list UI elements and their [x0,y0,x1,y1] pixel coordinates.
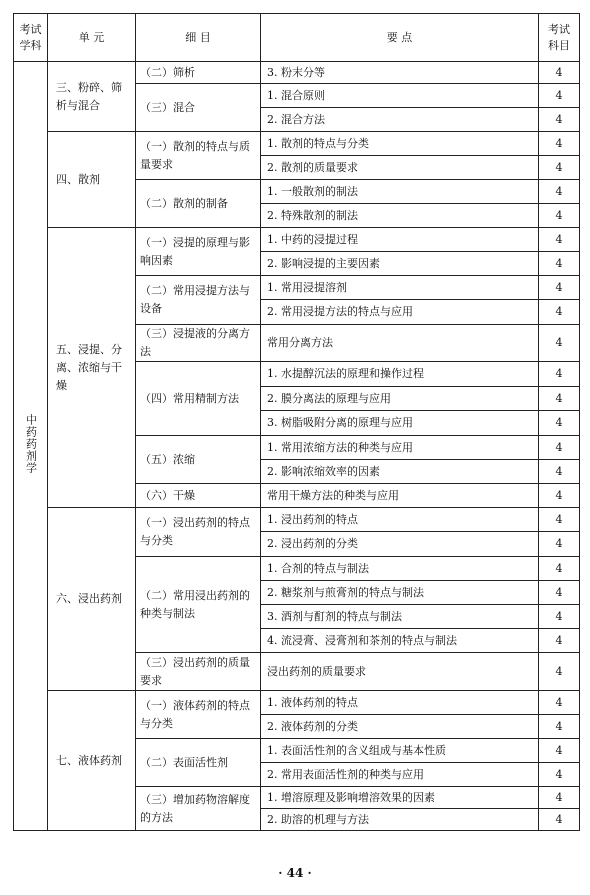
score-cell: 4 [539,763,580,787]
subject-label: 中药药剂学 [24,413,38,474]
point-cell: 1. 一般散剂的制法 [261,180,539,204]
header-points: 要 点 [261,14,539,62]
point-cell: 1. 中药的浸提过程 [261,228,539,252]
detail-cell: （二）常用浸提方法与设备 [136,276,261,325]
detail-cell: （五）浓缩 [136,436,261,484]
table-row [14,508,580,532]
score-cell: 4 [539,387,580,411]
detail-cell: （二）表面活性剂 [136,739,261,787]
score-cell: 4 [539,180,580,204]
point-cell: 1. 水提醇沉法的原理和操作过程 [261,362,539,387]
point-cell: 3. 粉末分等 [261,62,539,84]
score-cell: 4 [539,691,580,715]
detail-cell: （一）液体药剂的特点与分类 [136,691,261,739]
point-cell: 1. 合剂的特点与制法 [261,557,539,581]
point-cell: 浸出药剂的质量要求 [261,653,539,691]
point-cell: 常用干燥方法的种类与应用 [261,484,539,508]
unit-cell: 五、浸提、分离、浓缩与干燥 [48,228,136,508]
score-cell: 4 [539,809,580,831]
score-cell: 4 [539,62,580,84]
table-body [14,62,580,831]
point-cell: 2. 混合方法 [261,108,539,132]
table-header-row [14,14,580,62]
score-cell: 4 [539,460,580,484]
score-cell: 4 [539,252,580,276]
point-cell: 3. 酒剂与酊剂的特点与制法 [261,605,539,629]
point-cell: 1. 液体药剂的特点 [261,691,539,715]
score-cell: 4 [539,84,580,108]
unit-cell: 四、散剂 [48,132,136,228]
score-cell: 4 [539,557,580,581]
detail-cell: （二）散剂的制备 [136,180,261,228]
point-cell: 1. 增溶原理及影响增溶效果的因素 [261,787,539,809]
detail-cell: （二）常用浸出药剂的种类与制法 [136,557,261,653]
score-cell: 4 [539,532,580,557]
header-subject: 考试学科 [14,14,48,62]
detail-cell: （三）浸出药剂的质量要求 [136,653,261,691]
detail-cell: （一）散剂的特点与质量要求 [136,132,261,180]
detail-cell: （一）浸出药剂的特点与分类 [136,508,261,557]
score-cell: 4 [539,787,580,809]
point-cell: 2. 助溶的机理与方法 [261,809,539,831]
point-cell: 1. 混合原则 [261,84,539,108]
point-cell: 1. 浸出药剂的特点 [261,508,539,532]
score-cell: 4 [539,108,580,132]
detail-cell: （三）增加药物溶解度的方法 [136,787,261,831]
subject-cell [14,62,48,831]
score-cell: 4 [539,132,580,156]
detail-cell: （三）混合 [136,84,261,132]
detail-cell: （一）浸提的原理与影响因素 [136,228,261,276]
point-cell: 2. 常用表面活性剂的种类与应用 [261,763,539,787]
score-cell: 4 [539,411,580,436]
point-cell: 1. 表面活性剂的含义组成与基本性质 [261,739,539,763]
score-cell: 4 [539,715,580,739]
header-detail: 细 目 [136,14,261,62]
point-cell: 3. 树脂吸附分离的原理与应用 [261,411,539,436]
score-cell: 4 [539,581,580,605]
score-cell: 4 [539,300,580,325]
score-cell: 4 [539,739,580,763]
point-cell: 2. 浸出药剂的分类 [261,532,539,557]
point-cell: 2. 常用浸提方法的特点与应用 [261,300,539,325]
table-row [14,62,580,84]
point-cell: 2. 特殊散剂的制法 [261,204,539,228]
header-score: 考试科目 [539,14,580,62]
score-cell: 4 [539,362,580,387]
score-cell: 4 [539,325,580,362]
point-cell: 1. 散剂的特点与分类 [261,132,539,156]
unit-cell: 三、粉碎、筛析与混合 [48,62,136,132]
detail-cell: （三）浸提液的分离方法 [136,325,261,362]
score-cell: 4 [539,484,580,508]
point-cell: 2. 影响浓缩效率的因素 [261,460,539,484]
point-cell: 2. 液体药剂的分类 [261,715,539,739]
unit-cell: 六、浸出药剂 [48,508,136,691]
point-cell: 2. 糖浆剂与煎膏剂的特点与制法 [261,581,539,605]
score-cell: 4 [539,508,580,532]
point-cell: 2. 散剂的质量要求 [261,156,539,180]
point-cell: 常用分离方法 [261,325,539,362]
point-cell: 1. 常用浸提溶剂 [261,276,539,300]
score-cell: 4 [539,653,580,691]
table-row [14,132,580,156]
table-row [14,228,580,252]
page-number: · 44 · [278,866,312,880]
point-cell: 2. 膜分离法的原理与应用 [261,387,539,411]
score-cell: 4 [539,204,580,228]
point-cell: 1. 常用浓缩方法的种类与应用 [261,436,539,460]
table-row [14,691,580,715]
detail-cell: （六）干燥 [136,484,261,508]
score-cell: 4 [539,605,580,629]
point-cell: 4. 流浸膏、浸膏剂和茶剂的特点与制法 [261,629,539,653]
header-unit: 单 元 [48,14,136,62]
score-cell: 4 [539,276,580,300]
score-cell: 4 [539,629,580,653]
point-cell: 2. 影响浸提的主要因素 [261,252,539,276]
score-cell: 4 [539,436,580,460]
score-cell: 4 [539,156,580,180]
syllabus-table [13,13,580,831]
unit-cell: 七、液体药剂 [48,691,136,831]
detail-cell: （四）常用精制方法 [136,362,261,436]
detail-cell: （二）筛析 [136,62,261,84]
score-cell: 4 [539,228,580,252]
